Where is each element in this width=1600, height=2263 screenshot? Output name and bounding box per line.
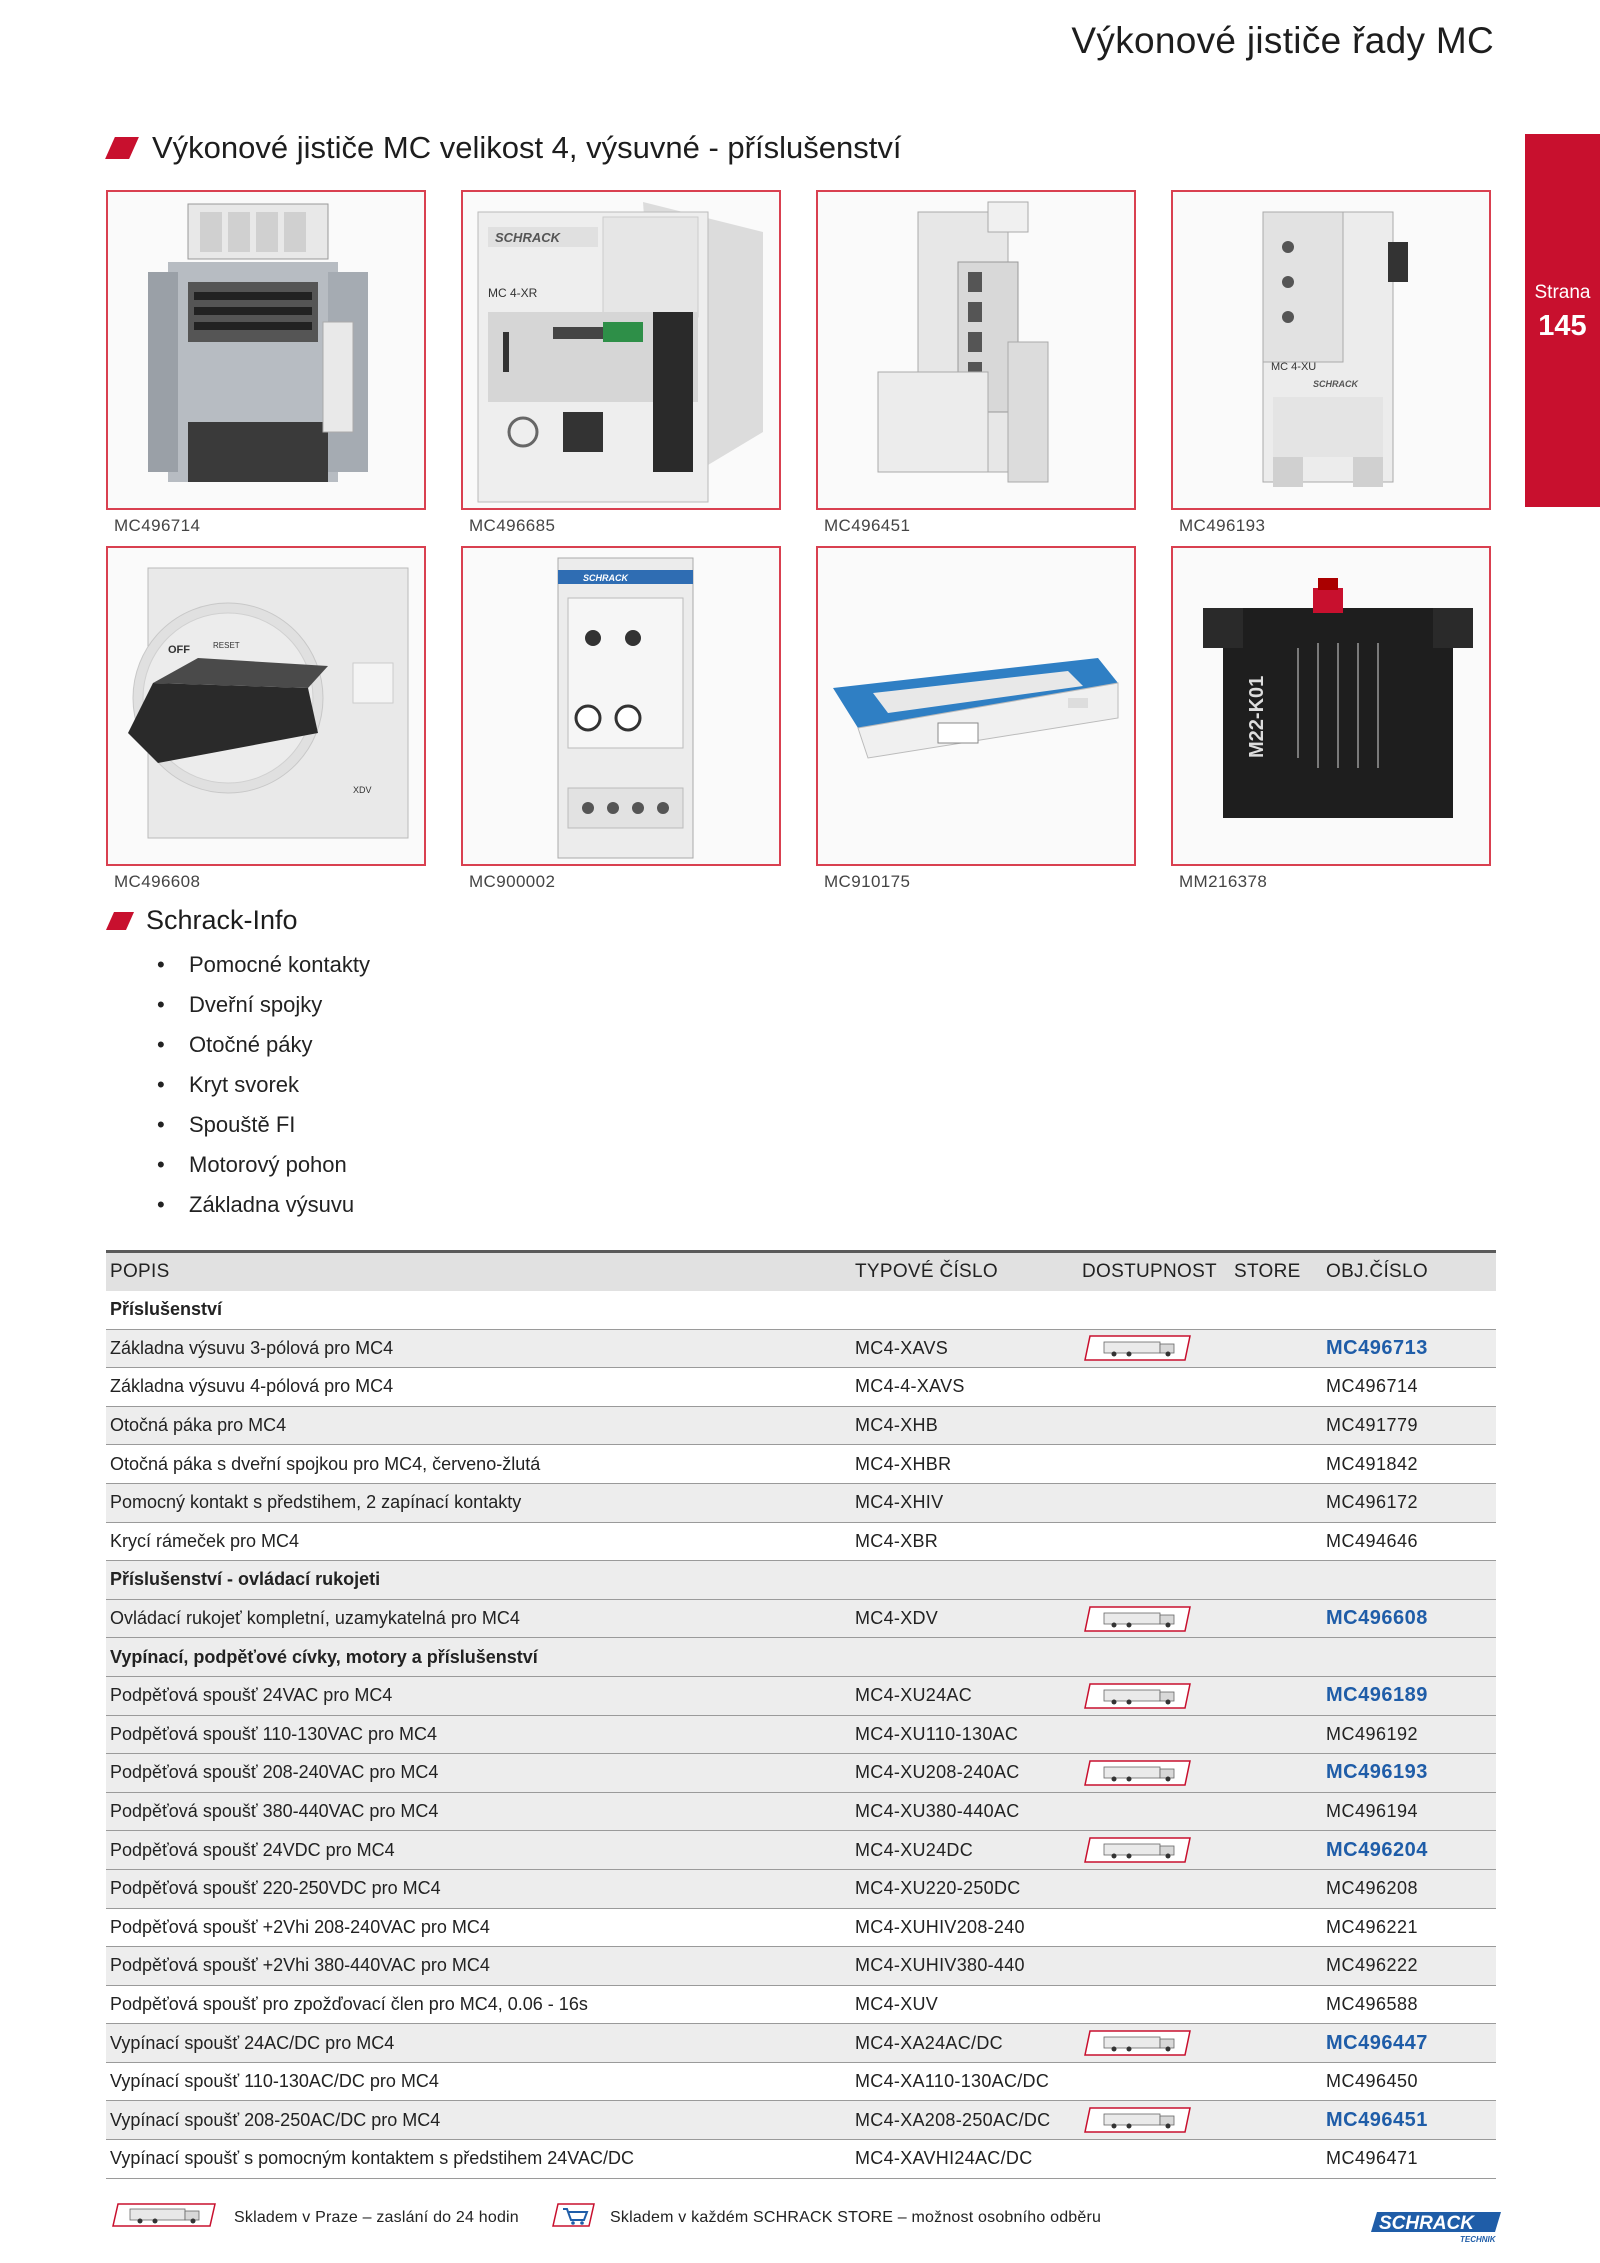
truck-icon <box>1082 1604 1194 1634</box>
photo-off-label: OFF <box>168 644 190 656</box>
table-row <box>106 1715 1496 1754</box>
description-cell: Podpěťová spoušť 208-240VAC pro MC4 <box>106 1754 851 1793</box>
type-cell: MC4-XHIV <box>851 1483 1078 1522</box>
page-tab-label: Strana <box>1534 282 1591 303</box>
truck-icon <box>1082 1333 1194 1363</box>
page-number-tab <box>1525 134 1600 507</box>
truck-icon <box>110 2200 220 2235</box>
description-cell: Podpěťová spoušť 380-440VAC pro MC4 <box>106 1792 851 1831</box>
store-cell <box>1230 1676 1322 1715</box>
truck-icon <box>1082 2028 1194 2058</box>
availability-cell <box>1078 1908 1230 1947</box>
table-row <box>106 1792 1496 1831</box>
group-title: Vypínací, podpěťové cívky, motory a příslušenství <box>106 1638 1496 1677</box>
availability-cell <box>1078 1715 1230 1754</box>
type-cell: MC4-XUHIV208-240 <box>851 1908 1078 1947</box>
photo-brand-label: SCHRACK <box>1313 379 1358 389</box>
store-cell <box>1230 2140 1322 2179</box>
store-cell <box>1230 1792 1322 1831</box>
table-row <box>106 1869 1496 1908</box>
table-row <box>106 1368 1496 1407</box>
table-row <box>106 1483 1496 1522</box>
product-photo <box>461 546 781 866</box>
table-row <box>106 1676 1496 1715</box>
availability-cell <box>1078 2140 1230 2179</box>
table-header-row <box>106 1252 1496 1291</box>
column-header-description: POPIS <box>106 1252 851 1291</box>
availability-cell <box>1078 2101 1230 2140</box>
table-row <box>106 1329 1496 1368</box>
product-photo-card[interactable] <box>461 190 781 536</box>
availability-cell <box>1078 1676 1230 1715</box>
column-header-store: STORE <box>1230 1252 1322 1291</box>
store-cell <box>1230 1406 1322 1445</box>
description-cell: Vypínací spoušť 208-250AC/DC pro MC4 <box>106 2101 851 2140</box>
description-cell: Vypínací spoušť 24AC/DC pro MC4 <box>106 2024 851 2063</box>
store-cell <box>1230 1754 1322 1793</box>
store-cell <box>1230 1522 1322 1561</box>
product-photo <box>816 190 1136 510</box>
order-number-cell: MC496208 <box>1322 1869 1496 1908</box>
type-cell: MC4-XUHIV380-440 <box>851 1947 1078 1986</box>
table-row <box>106 1754 1496 1793</box>
table-group-row <box>106 1291 1496 1330</box>
product-photo-code: MC496685 <box>469 516 556 535</box>
type-cell: MC4-XUV <box>851 1985 1078 2024</box>
store-cell <box>1230 1368 1322 1407</box>
availability-cell <box>1078 1406 1230 1445</box>
type-cell: MC4-XHBR <box>851 1445 1078 1484</box>
description-cell: Podpěťová spoušť 24VDC pro MC4 <box>106 1831 851 1870</box>
availability-cell <box>1078 1445 1230 1484</box>
description-cell: Vypínací spoušť 110-130AC/DC pro MC4 <box>106 2062 851 2101</box>
photo-reset-label: RESET <box>213 641 240 650</box>
group-title: Příslušenství - ovládací rukojeti <box>106 1561 1496 1600</box>
type-cell: MC4-XU220-250DC <box>851 1869 1078 1908</box>
info-marker-icon <box>106 912 134 930</box>
page-number: 145 <box>1538 310 1587 342</box>
schrack-info-list <box>157 950 370 1230</box>
info-list-item: • Kryt svorek <box>157 1070 370 1110</box>
product-table <box>106 1250 1496 2179</box>
order-number-cell: MC496588 <box>1322 1985 1496 2024</box>
type-cell: MC4-XDV <box>851 1599 1078 1638</box>
table-row <box>106 1831 1496 1870</box>
section-marker-icon <box>105 137 139 159</box>
table-row <box>106 2140 1496 2179</box>
description-cell: Pomocný kontakt s předstihem, 2 zapínací kontakty <box>106 1483 851 1522</box>
order-number-cell: MC496713 <box>1322 1329 1496 1368</box>
type-cell: MC4-XAVS <box>851 1329 1078 1368</box>
info-list-item: • Spouště FI <box>157 1110 370 1150</box>
table-group-row <box>106 1638 1496 1677</box>
legend-item-store <box>552 2200 1101 2235</box>
availability-cell <box>1078 1754 1230 1793</box>
info-list-item: • Otočné páky <box>157 1030 370 1070</box>
type-cell: MC4-XHB <box>851 1406 1078 1445</box>
legend-item-prague <box>110 2200 519 2235</box>
product-photo-card[interactable] <box>461 546 781 892</box>
type-cell: MC4-XBR <box>851 1522 1078 1561</box>
shopping-cart-icon <box>552 2200 596 2235</box>
product-photo <box>106 190 426 510</box>
availability-cell <box>1078 1368 1230 1407</box>
group-title: Příslušenství <box>106 1291 1496 1330</box>
order-number-cell: MC496204 <box>1322 1831 1496 1870</box>
legend-text-store: Skladem v každém SCHRACK STORE – možnost osobního odběru <box>610 2208 1102 2226</box>
type-cell: MC4-XA110-130AC/DC <box>851 2062 1078 2101</box>
table-row <box>106 1522 1496 1561</box>
store-cell <box>1230 1715 1322 1754</box>
product-photo <box>816 546 1136 866</box>
order-number-cell: MC496172 <box>1322 1483 1496 1522</box>
type-cell: MC4-XU24DC <box>851 1831 1078 1870</box>
store-cell <box>1230 1483 1322 1522</box>
availability-cell <box>1078 1947 1230 1986</box>
table-group-row <box>106 1561 1496 1600</box>
availability-cell <box>1078 2024 1230 2063</box>
store-cell <box>1230 2024 1322 2063</box>
product-photo-card[interactable] <box>816 546 1136 892</box>
description-cell: Podpěťová spoušť +2Vhi 380-440VAC pro MC4 <box>106 1947 851 1986</box>
order-number-cell: MC496714 <box>1322 1368 1496 1407</box>
product-photo <box>461 190 781 510</box>
type-cell: MC4-XA24AC/DC <box>851 2024 1078 2063</box>
table-row <box>106 1947 1496 1986</box>
product-photo-card[interactable] <box>106 546 426 892</box>
order-number-cell: MC496222 <box>1322 1947 1496 1986</box>
info-list-item: • Základna výsuvu <box>157 1190 370 1230</box>
store-cell <box>1230 1329 1322 1368</box>
description-cell: Krycí rámeček pro MC4 <box>106 1522 851 1561</box>
store-cell <box>1230 1947 1322 1986</box>
order-number-cell: MC494646 <box>1322 1522 1496 1561</box>
order-number-cell: MC496447 <box>1322 2024 1496 2063</box>
order-number-cell: MC496471 <box>1322 2140 1496 2179</box>
description-cell: Základna výsuvu 3-pólová pro MC4 <box>106 1329 851 1368</box>
product-photo-code: MC496451 <box>824 516 911 535</box>
product-photo-code: MC900002 <box>469 872 556 891</box>
photo-model-label: MC 4-XU <box>1271 361 1317 373</box>
order-number-cell: MC496450 <box>1322 2062 1496 2101</box>
info-list-item: • Motorový pohon <box>157 1150 370 1190</box>
order-number-cell: MC496189 <box>1322 1676 1496 1715</box>
store-cell <box>1230 1985 1322 2024</box>
legend-text-prague: Skladem v Praze – zaslání do 24 hodin <box>234 2208 519 2226</box>
availability-cell <box>1078 1522 1230 1561</box>
order-number-cell: MC491779 <box>1322 1406 1496 1445</box>
description-cell: Otočná páka s dveřní spojkou pro MC4, červeno-žlutá <box>106 1445 851 1484</box>
description-cell: Ovládací rukojeť kompletní, uzamykatelná pro MC4 <box>106 1599 851 1638</box>
store-cell <box>1230 1869 1322 1908</box>
description-cell: Vypínací spoušť s pomocným kontaktem s předstihem 24VAC/DC <box>106 2140 851 2179</box>
order-number-cell: MC496194 <box>1322 1792 1496 1831</box>
store-cell <box>1230 2101 1322 2140</box>
order-number-cell: MC496193 <box>1322 1754 1496 1793</box>
product-table-body <box>106 1291 1496 2179</box>
product-photo-card[interactable] <box>1171 190 1491 536</box>
product-photo-code: MC496193 <box>1179 516 1266 535</box>
type-cell: MC4-XU208-240AC <box>851 1754 1078 1793</box>
section-title-text: Výkonové jističe MC velikost 4, výsuvné - příslušenství <box>152 130 902 165</box>
availability-cell <box>1078 1985 1230 2024</box>
table-row <box>106 1985 1496 2024</box>
type-cell: MC4-XAVHI24AC/DC <box>851 2140 1078 2179</box>
product-photo-card[interactable] <box>816 190 1136 536</box>
product-photo-code: MC496714 <box>114 516 201 535</box>
product-photo <box>1171 190 1491 510</box>
product-photo-code: MC496608 <box>114 872 201 891</box>
type-cell: MC4-XU24AC <box>851 1676 1078 1715</box>
photo-model-label: M22-K01 <box>1246 675 1268 758</box>
truck-icon <box>1082 2105 1194 2135</box>
product-photo-card[interactable] <box>1171 546 1491 892</box>
availability-cell <box>1078 1599 1230 1638</box>
availability-cell <box>1078 1329 1230 1368</box>
table-row <box>106 1908 1496 1947</box>
info-list-item: • Dveřní spojky <box>157 990 370 1030</box>
photo-model-label: MC 4-XR <box>488 286 538 300</box>
availability-cell <box>1078 2062 1230 2101</box>
truck-icon <box>1082 1681 1194 1711</box>
table-row <box>106 1599 1496 1638</box>
description-cell: Podpěťová spoušť +2Vhi 208-240VAC pro MC4 <box>106 1908 851 1947</box>
store-cell <box>1230 1831 1322 1870</box>
type-cell: MC4-XA208-250AC/DC <box>851 2101 1078 2140</box>
page-header-title: Výkonové jističe řady MC <box>1071 20 1494 61</box>
availability-cell <box>1078 1869 1230 1908</box>
schrack-info-title-text: Schrack-Info <box>146 905 298 935</box>
description-cell: Základna výsuvu 4-pólová pro MC4 <box>106 1368 851 1407</box>
availability-cell <box>1078 1831 1230 1870</box>
order-number-cell: MC491842 <box>1322 1445 1496 1484</box>
description-cell: Podpěťová spoušť 110-130VAC pro MC4 <box>106 1715 851 1754</box>
photo-model-label: XDV <box>353 785 372 795</box>
description-cell: Podpěťová spoušť 220-250VDC pro MC4 <box>106 1869 851 1908</box>
availability-cell <box>1078 1792 1230 1831</box>
photo-brand-label: SCHRACK <box>495 230 560 245</box>
order-number-cell: MC496221 <box>1322 1908 1496 1947</box>
column-header-type: TYPOVÉ ČÍSLO <box>851 1252 1078 1291</box>
order-number-cell: MC496608 <box>1322 1599 1496 1638</box>
order-number-cell: MC496192 <box>1322 1715 1496 1754</box>
schrack-logo <box>1365 2210 1505 2249</box>
product-photo-card[interactable] <box>106 190 426 536</box>
truck-icon <box>1082 1758 1194 1788</box>
table-row <box>106 2062 1496 2101</box>
store-cell <box>1230 1599 1322 1638</box>
table-row <box>106 1406 1496 1445</box>
product-photo <box>106 546 426 866</box>
info-list-item: • Pomocné kontakty <box>157 950 370 990</box>
description-cell: Podpěťová spoušť pro zpožďovací člen pro MC4, 0.06 - 16s <box>106 1985 851 2024</box>
column-header-availability: DOSTUPNOST <box>1078 1252 1230 1291</box>
column-header-order: OBJ.ČÍSLO <box>1322 1252 1496 1291</box>
logo-text: SCHRACK <box>1379 2213 1474 2234</box>
truck-icon <box>1082 1835 1194 1865</box>
photo-brand-label: SCHRACK <box>583 573 628 583</box>
schrack-info-title <box>110 905 298 936</box>
availability-legend <box>110 2200 1500 2244</box>
store-cell <box>1230 1908 1322 1947</box>
availability-cell <box>1078 1483 1230 1522</box>
product-photo <box>1171 546 1491 866</box>
type-cell: MC4-XU380-440AC <box>851 1792 1078 1831</box>
logo-subtext: TECHNIK <box>1460 2235 1496 2244</box>
table-row <box>106 1445 1496 1484</box>
description-cell: Podpěťová spoušť 24VAC pro MC4 <box>106 1676 851 1715</box>
section-title <box>110 130 901 166</box>
description-cell: Otočná páka pro MC4 <box>106 1406 851 1445</box>
store-cell <box>1230 2062 1322 2101</box>
product-photo-code: MC910175 <box>824 872 911 891</box>
store-cell <box>1230 1445 1322 1484</box>
type-cell: MC4-4-XAVS <box>851 1368 1078 1407</box>
table-row <box>106 2101 1496 2140</box>
type-cell: MC4-XU110-130AC <box>851 1715 1078 1754</box>
product-photo-code: MM216378 <box>1179 872 1268 891</box>
order-number-cell: MC496451 <box>1322 2101 1496 2140</box>
table-row <box>106 2024 1496 2063</box>
